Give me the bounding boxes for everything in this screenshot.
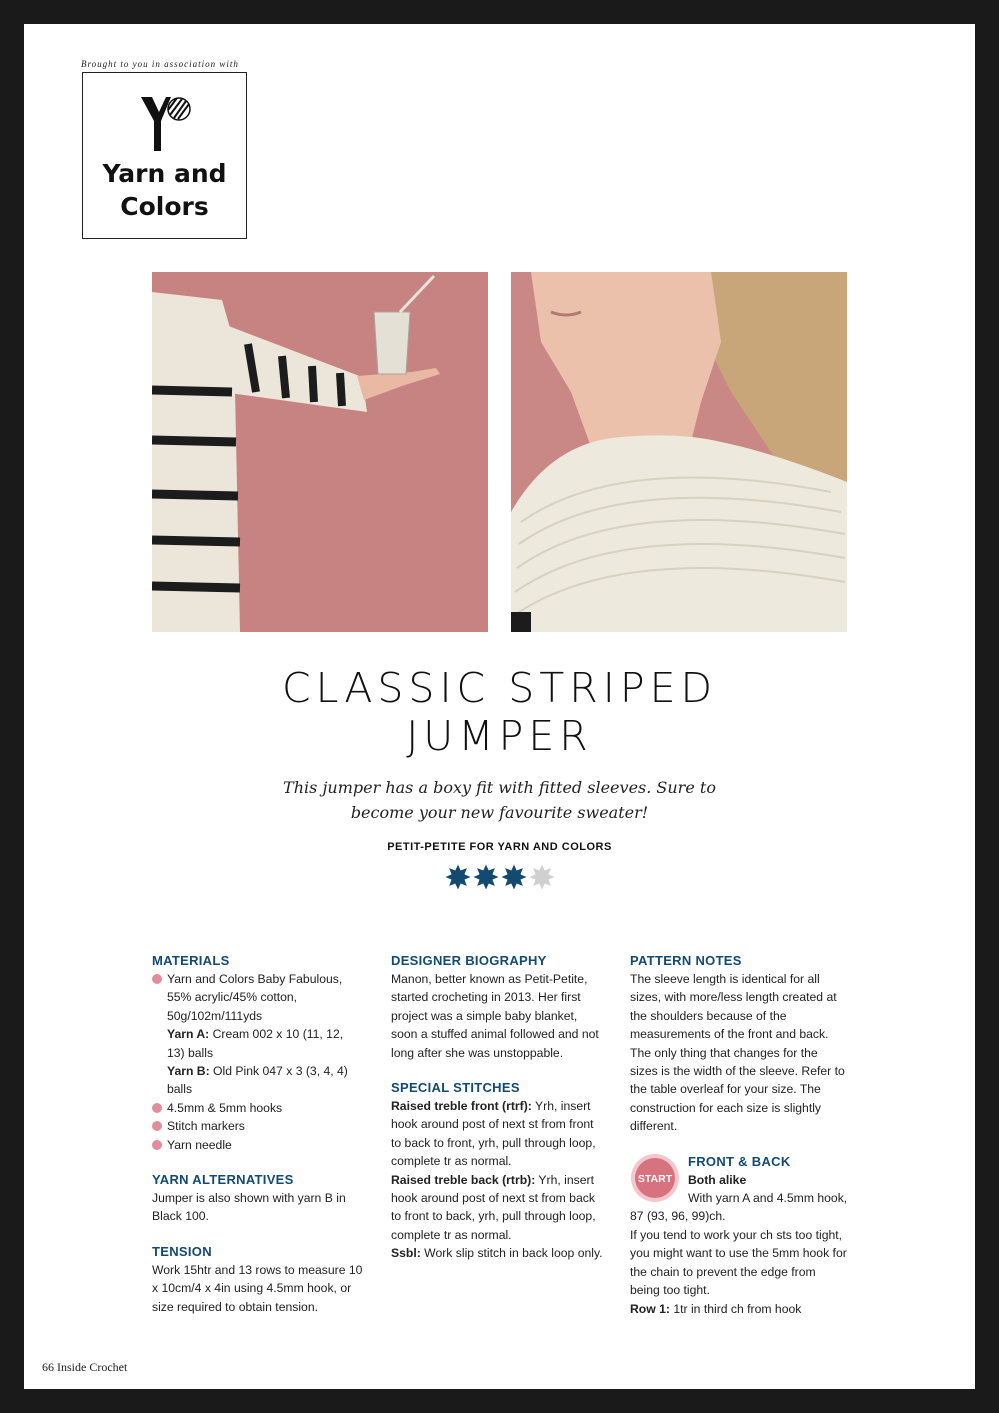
- byline: PETIT-PETITE FOR YARN AND COLORS: [387, 841, 612, 853]
- column-3: [630, 952, 848, 1318]
- tension-text: Work 15htr and 13 rows to measure 10 x 10cm/4 x 4in using 4.5mm hook, or size required to obtain tension.: [152, 1262, 363, 1314]
- tension-heading: TENSION: [152, 1243, 212, 1259]
- page-footer: [42, 1360, 127, 1375]
- materials-section: [152, 952, 364, 1154]
- list-item: 4.5mm & 5mm hooks: [152, 1099, 364, 1117]
- pattern-notes-section: [630, 952, 848, 1136]
- photo-striped-sleeve: [152, 272, 488, 632]
- sponsor-logo: [82, 72, 247, 239]
- special-stitches-section: [391, 1079, 603, 1263]
- tension-section: [152, 1243, 364, 1316]
- stitch-rtrf: Raised treble front (rtrf): Yrh, insert hook around post of next st from front to back to front, yrh, pull through loop, complete tr as normal.: [391, 1099, 596, 1169]
- designer-biography-section: [391, 952, 603, 1062]
- column-2: [391, 952, 603, 1280]
- difficulty-rating: [24, 864, 975, 890]
- front-back-text-1: With yarn A and 4.5mm hook, 87 (93, 96, 99)ch.: [630, 1191, 848, 1224]
- association-note: Brought to you in association with: [81, 59, 239, 69]
- stitch-rtrb: Raised treble back (rtrb): Yrh, insert hook around post of next st from back to front to back, yrh, pull through loop, complete tr as normal.: [391, 1172, 596, 1242]
- photo-neckline: [511, 272, 847, 632]
- magazine-page: [24, 24, 975, 1389]
- article-title: [24, 664, 975, 760]
- pattern-notes-text: The sleeve length is identical for all sizes, with more/less length created at the shoulders because of the measurements of the front and back. The only thing that changes for the sizes is the width of the sleeve. Refer to the table overleaf for your size. The construction for each size is slightly different.: [630, 972, 845, 1134]
- rating-star-empty-icon: [529, 864, 555, 890]
- stitch-ssbl: Ssbl: Work slip stitch in back loop only.: [391, 1246, 603, 1261]
- rating-star-filled-icon: [501, 864, 527, 890]
- title-line-1: CLASSIC STRIPED: [281, 664, 718, 712]
- logo-line-1: Yarn and: [102, 159, 227, 188]
- start-badge-icon: [630, 1153, 680, 1203]
- yarn-alternatives-heading: YARN ALTERNATIVES: [152, 1172, 294, 1188]
- front-back-text-2: If you tend to work your ch sts too tight, you might want to use the 5mm hook for the chain to prevent the edge from being too tight.: [630, 1227, 847, 1298]
- standfirst: This jumper has a boxy fit with fitted sleeves. Sure to become your new favourite sweater!: [283, 778, 716, 822]
- page-number: 66: [42, 1360, 54, 1374]
- bullet-icon: [152, 1103, 162, 1113]
- bullet-icon: [152, 1140, 162, 1150]
- front-back-heading: FRONT & BACK: [688, 1153, 791, 1169]
- designer-biography-heading: DESIGNER BIOGRAPHY: [391, 953, 547, 968]
- yarn-alternatives-section: [152, 1171, 364, 1226]
- magazine-name: Inside Crochet: [57, 1360, 128, 1374]
- front-back-subheading: Both alike: [688, 1172, 747, 1187]
- column-1: [152, 952, 364, 1333]
- yarn-logo-icon: [139, 95, 193, 153]
- list-item: Stitch markers: [152, 1117, 364, 1135]
- front-back-section: [630, 1153, 848, 1318]
- bullet-icon: [152, 974, 162, 984]
- materials-heading: MATERIALS: [152, 953, 230, 968]
- rating-star-filled-icon: [473, 864, 499, 890]
- pattern-notes-heading: PATTERN NOTES: [630, 953, 742, 968]
- title-line-2: JUMPER: [406, 712, 593, 760]
- list-item: Yarn and Colors Baby Fabulous, 55% acrylic/45% cotton, 50g/102m/111yds Yarn A: Cream 002 x 10 (11, 12, 13) balls Yarn B: Old Pink 047 x 3 (3, 4, 4) balls: [152, 970, 364, 1099]
- yarn-alternatives-text: Jumper is also shown with yarn B in Black 100.: [152, 1191, 346, 1224]
- rating-star-filled-icon: [445, 864, 471, 890]
- front-back-row-1: Row 1: 1tr in third ch from hook: [630, 1301, 802, 1316]
- list-item: Yarn needle: [152, 1136, 364, 1154]
- designer-biography-text: Manon, better known as Petit-Petite, started crocheting in 2013. Her first project was a simple baby blanket, soon a stuffed animal followed and not long after she was unstoppable.: [391, 972, 599, 1060]
- bullet-icon: [152, 1121, 162, 1131]
- start-badge-label: START: [637, 1172, 673, 1185]
- special-stitches-heading: SPECIAL STITCHES: [391, 1080, 520, 1096]
- logo-line-2: Colors: [120, 192, 209, 221]
